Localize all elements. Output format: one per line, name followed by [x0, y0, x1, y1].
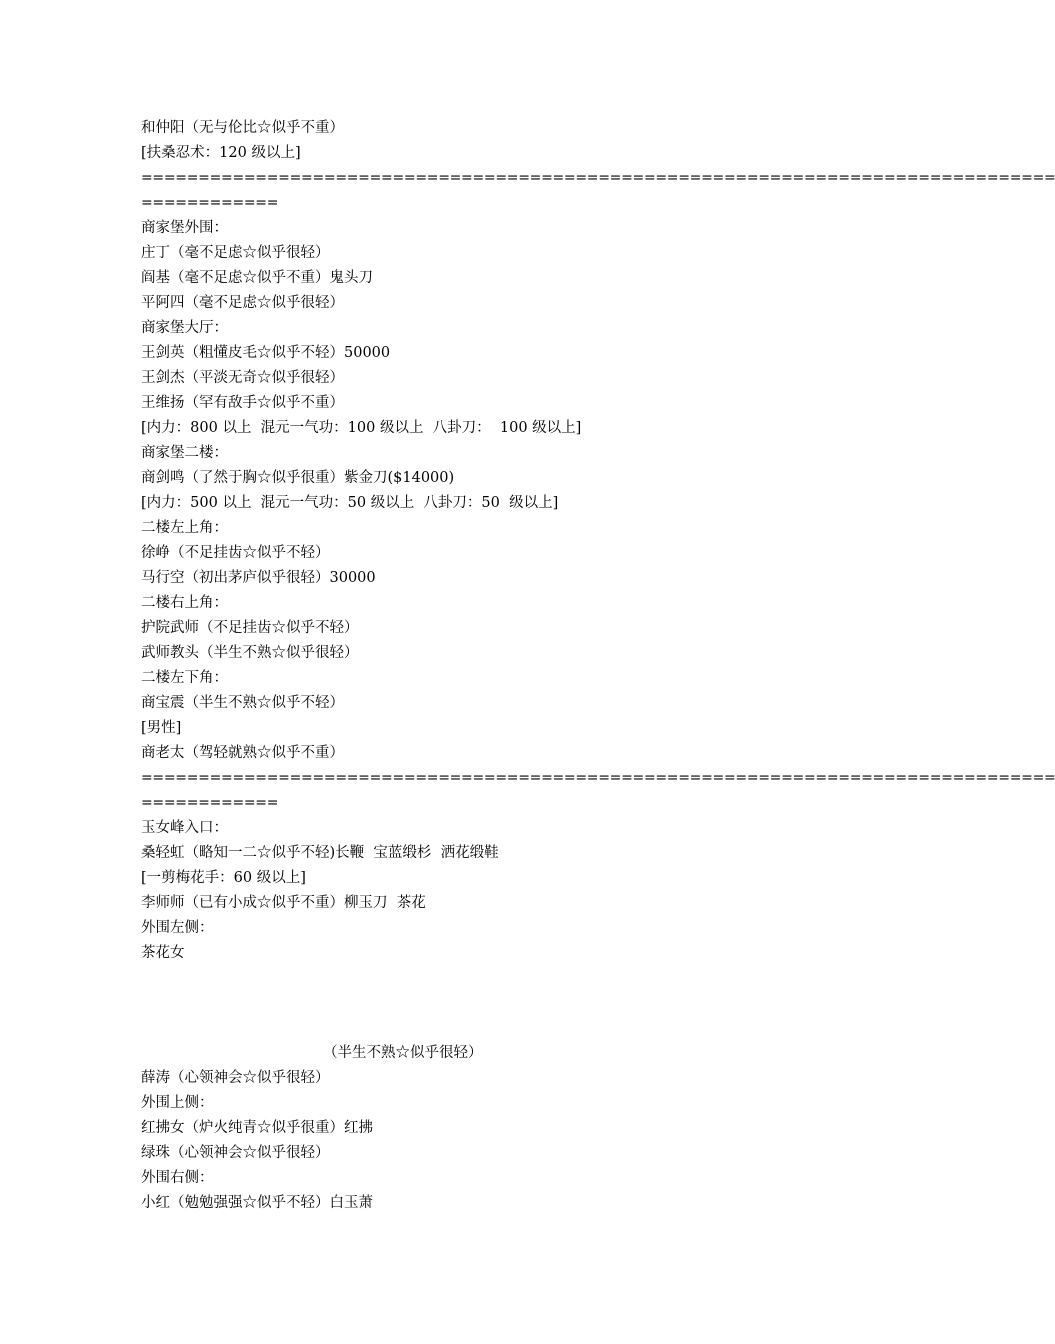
section-heading: 商家堡大厅：	[141, 320, 228, 336]
section-heading: 二楼右上角：	[141, 595, 228, 611]
text-line: （半生不熟☆似乎很轻）	[323, 1045, 483, 1061]
blank-gap	[141, 966, 821, 1041]
text-line: 和仲阳（无与伦比☆似乎不重）	[141, 120, 344, 136]
text-line: [内力：800 以上 混元一气功：100 级以上 八卦刀： 100 级以上]	[141, 420, 582, 436]
text-line: 平阿四（毫不足虑☆似乎很轻）	[141, 295, 344, 311]
text-line: 阎基（毫不足虑☆似乎不重）鬼头刀	[141, 270, 373, 286]
text-line: [一剪梅花手：60 级以上]	[141, 870, 306, 886]
text-line: 徐峥（不足挂齿☆似乎不轻）	[141, 545, 330, 561]
text-line: [男性]	[141, 720, 182, 736]
text-line: 茶花女	[141, 945, 185, 961]
text-line: 王剑杰（平淡无奇☆似乎很轻）	[141, 370, 344, 386]
text-line: 护院武师（不足挂齿☆似乎不轻）	[141, 620, 359, 636]
section-heading: 外围右侧：	[141, 1170, 214, 1186]
text-line: 商宝震（半生不熟☆似乎不轻）	[141, 695, 344, 711]
section-heading: 二楼左上角：	[141, 520, 228, 536]
text-line: 马行空（初出茅庐似乎很轻）30000	[141, 570, 376, 586]
separator-line: ================================================================================	[141, 170, 1055, 186]
text-line: [扶桑忍术：120 级以上]	[141, 145, 301, 161]
text-line: [内力：500 以上 混元一气功：50 级以上 八卦刀：50 级以上]	[141, 495, 559, 511]
section-heading: 外围上侧：	[141, 1095, 214, 1111]
text-line: 红拂女（炉火纯青☆似乎很重）红拂	[141, 1120, 373, 1136]
section-heading: 二楼左下角：	[141, 670, 228, 686]
section-heading: 商家堡二楼：	[141, 445, 228, 461]
document-body	[141, 116, 1055, 1216]
text-line: 武师教头（半生不熟☆似乎很轻）	[141, 645, 359, 661]
section-heading: 外围左侧：	[141, 920, 214, 936]
text-line: 商老太（驾轻就熟☆似乎不重）	[141, 745, 344, 761]
section-heading: 玉女峰入口：	[141, 820, 228, 836]
text-line: 绿珠（心领神会☆似乎很轻）	[141, 1145, 330, 1161]
text-line: 李师师（已有小成☆似乎不重）柳玉刀 茶花	[141, 895, 426, 911]
separator-line: ================================================================================	[141, 770, 1055, 786]
text-line: 庄丁（毫不足虑☆似乎很轻）	[141, 245, 330, 261]
text-line: 商剑鸣（了然于胸☆似乎很重）紫金刀($14000)	[141, 470, 455, 486]
separator-line: ============	[141, 795, 279, 811]
text-line: 小红（勉勉强强☆似乎不轻）白玉萧	[141, 1195, 373, 1211]
text-line: 王维扬（罕有敌手☆似乎不重）	[141, 395, 344, 411]
section-heading: 商家堡外围：	[141, 220, 228, 236]
separator-line: ============	[141, 195, 279, 211]
text-line: 王剑英（粗懂皮毛☆似乎不轻）50000	[141, 345, 391, 361]
text-line: 薛涛（心领神会☆似乎很轻）	[141, 1070, 330, 1086]
text-line: 桑轻虹（略知一二☆似乎不轻)长鞭 宝蓝缎杉 洒花缎鞋	[141, 845, 499, 861]
